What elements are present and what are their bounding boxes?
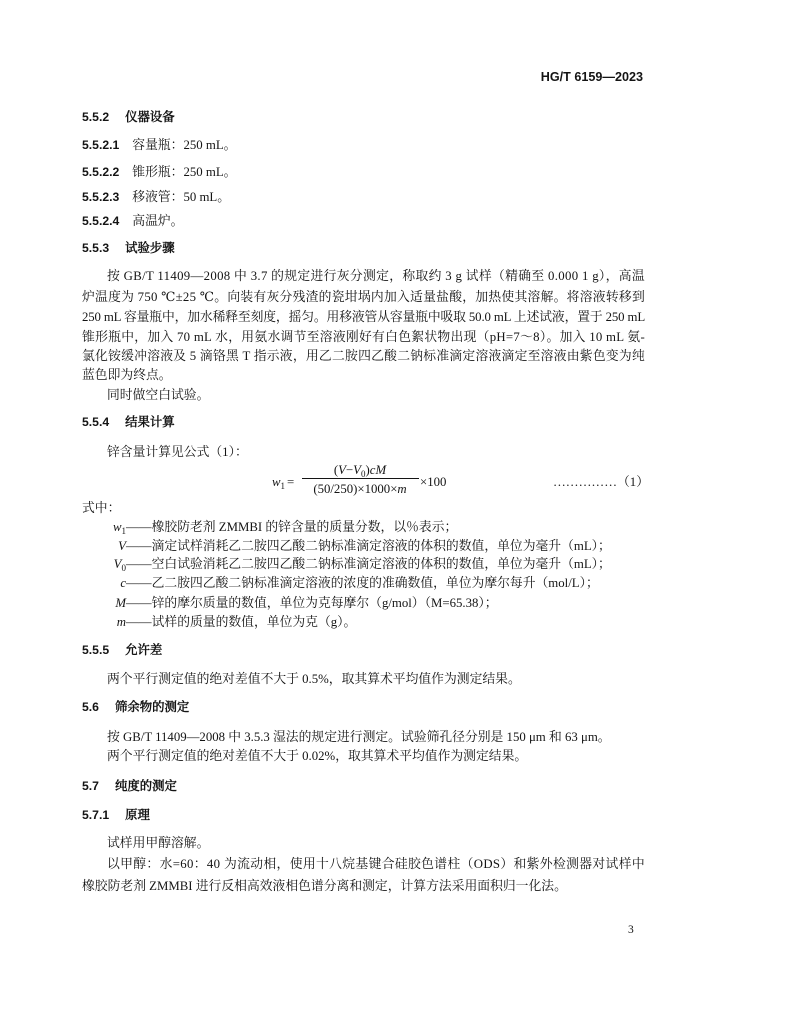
subscript: 1 <box>280 481 286 491</box>
paragraph-line: 蓝色即为终点。 <box>82 368 172 382</box>
definition-V <box>82 538 645 554</box>
definition-V0 <box>82 556 645 572</box>
paragraph-line: 两个平行测定值的绝对差值不大于 0.02%，取其算术平均值作为测定结果。 <box>107 749 528 763</box>
paren-open: ( <box>333 463 339 477</box>
definition-dash: —— <box>126 576 152 590</box>
definition-text: 橡胶防老剂 ZMMBI 的锌含量的质量分数，以％表示； <box>151 520 458 534</box>
paragraph-line: 以甲醇：水=60：40 为流动相，使用十八烷基键合硅胶色谱柱（ODS）和紫外检测器对试样中 <box>107 857 645 871</box>
paragraph-line: 250 mL 容量瓶中，加水稀释至刻度，摇匀。用移液管从容量瓶中吸取 50.0 mL 上述试液，置于 250 mL <box>82 310 645 324</box>
item-number: 5.5.2.3 <box>82 190 120 204</box>
section-number: 5.6 <box>82 700 99 714</box>
symbol: m <box>116 615 126 629</box>
definition-text: 滴定试样消耗乙二胺四乙酸二钠标准滴定溶液的体积的数值，单位为毫升（mL）； <box>151 539 611 553</box>
definition-M <box>82 595 645 611</box>
section-title: 筛余物的测定 <box>114 700 190 714</box>
tolerance-text: 两个平行测定值的绝对差值不大于 0.5%，取其算术平均值作为测定结果。 <box>107 672 521 686</box>
section-5-6-heading <box>82 699 645 715</box>
section-title: 原理 <box>125 808 150 822</box>
definition-symbol <box>82 538 126 554</box>
formula-multiplier: ×100 <box>420 475 447 489</box>
definition-symbol <box>82 595 126 611</box>
section-title: 仪器设备 <box>125 110 175 124</box>
leader-dots: …………… <box>553 475 617 489</box>
section-number: 5.7 <box>82 779 99 793</box>
symbol-V0: V <box>353 463 361 477</box>
section-title: 试验步骤 <box>125 241 175 255</box>
symbol: M <box>115 596 126 610</box>
paren-close: ) <box>365 463 370 477</box>
item-number: 5.5.2.4 <box>82 214 120 228</box>
where-label: 式中： <box>82 501 121 515</box>
definition-symbol <box>82 519 126 535</box>
section-number: 5.5.3 <box>82 241 110 255</box>
subscript: 0 <box>361 469 366 479</box>
section-number: 5.5.2 <box>82 110 110 124</box>
symbol-w: w <box>272 475 281 489</box>
equals-sign: = <box>287 475 295 489</box>
section-5-5-2-heading <box>82 109 645 125</box>
definition-text: 空白试验消耗乙二胺四乙酸二钠标准滴定溶液的体积的数值，单位为毫升（mL）； <box>151 557 611 571</box>
definition-m <box>82 614 645 630</box>
item-5-5-2-3 <box>82 189 645 205</box>
symbol-V: V <box>338 463 346 477</box>
section-5-7-1-heading <box>82 807 645 823</box>
item-text: 高温炉。 <box>132 214 184 228</box>
section-title: 允许差 <box>125 643 163 657</box>
definition-text: 试样的质量的数值，单位为克（g）。 <box>151 615 357 629</box>
subscript: 1 <box>121 526 126 536</box>
paragraph-line: 橡胶防老剂 ZMMBI 进行反相高效液相色谱分离和测定，计算方法采用面积归一化法。 <box>82 879 567 893</box>
section-5-5-5-heading <box>82 642 645 658</box>
fraction-bar <box>302 478 419 479</box>
definition-dash: —— <box>126 557 152 571</box>
equation-number: （1） <box>617 475 649 489</box>
definition-dash: —— <box>126 615 152 629</box>
section-5-7-heading <box>82 778 645 794</box>
minus-sign: − <box>345 463 354 477</box>
definition-w1 <box>82 519 645 535</box>
symbol-c: c <box>369 463 376 477</box>
item-5-5-2-4 <box>82 213 645 229</box>
symbol: V <box>118 539 126 553</box>
item-5-5-2-1 <box>82 137 645 153</box>
symbol: c <box>120 576 126 590</box>
page-number: 3 <box>628 924 634 936</box>
definition-c <box>82 575 645 591</box>
paragraph-line: 锥形瓶中，加入 70 mL 水，用氨水调节至溶液刚好有白色絮状物出现（pH=7～8）。加入 10 mL 氨- <box>82 330 645 344</box>
item-number: 5.5.2.1 <box>82 138 120 152</box>
section-number: 5.5.4 <box>82 415 110 429</box>
item-5-5-2-2 <box>82 164 645 180</box>
subscript: 0 <box>121 563 126 573</box>
item-number: 5.5.2.2 <box>82 165 120 179</box>
paragraph-line: 按 GB/T 11409—2008 中 3.7 的规定进行灰分测定，称取约 3 g 试样（精确至 0.000 1 g），高温 <box>107 269 645 283</box>
definition-symbol <box>82 556 126 572</box>
symbol-M: M <box>375 463 387 477</box>
definition-text: 乙二胺四乙酸二钠标准滴定溶液的浓度的准确数值，单位为摩尔每升（mol/L）； <box>151 576 599 590</box>
document-code: HG/T 6159—2023 <box>540 70 643 84</box>
definition-symbol <box>82 575 126 591</box>
section-5-5-4-heading <box>82 414 645 430</box>
section-title: 纯度的测定 <box>114 779 177 793</box>
section-number: 5.5.5 <box>82 643 110 657</box>
formula-lhs <box>272 474 294 490</box>
item-text: 锥形瓶：250 mL。 <box>132 165 237 179</box>
paragraph-line: 炉温度为 750 ℃±25 ℃。向装有灰分残渣的瓷坩埚内加入适量盐酸，加热使其溶解。将溶液转移到 <box>82 290 645 304</box>
definition-symbol <box>82 614 126 630</box>
paragraph-line: 按 GB/T 11409—2008 中 3.5.3 湿法的规定进行测定。试验筛孔径分别是 150 μm 和 63 μm。 <box>107 730 611 744</box>
paragraph-line: 氯化铵缓冲溶液及 5 滴铬黑 T 指示液，用乙二胺四乙酸二钠标准滴定溶液滴定至溶液由紫色变为纯 <box>82 349 645 363</box>
definition-dash: —— <box>126 520 152 534</box>
symbol: w <box>112 520 122 534</box>
paragraph-line: 试样用甲醇溶解。 <box>107 836 210 850</box>
blank-test-note: 同时做空白试验。 <box>107 388 210 402</box>
section-5-5-3-heading <box>82 240 645 256</box>
definition-dash: —— <box>126 539 152 553</box>
symbol-m: m <box>397 482 407 496</box>
denominator-text: (50/250)×1000× <box>313 482 398 496</box>
symbol: V <box>113 557 122 571</box>
definition-text: 锌的摩尔质量的数值，单位为克每摩尔（g/mol）（M=65.38）； <box>151 596 498 610</box>
formula-intro: 锌含量计算见公式（1）： <box>107 445 248 459</box>
formula-numerator <box>301 462 419 478</box>
section-title: 结果计算 <box>125 415 175 429</box>
definition-dash: —— <box>126 596 152 610</box>
formula-denominator <box>301 481 419 497</box>
item-text: 移液管：50 mL。 <box>132 190 231 204</box>
section-number: 5.7.1 <box>82 808 110 822</box>
item-text: 容量瓶：250 mL。 <box>132 138 237 152</box>
